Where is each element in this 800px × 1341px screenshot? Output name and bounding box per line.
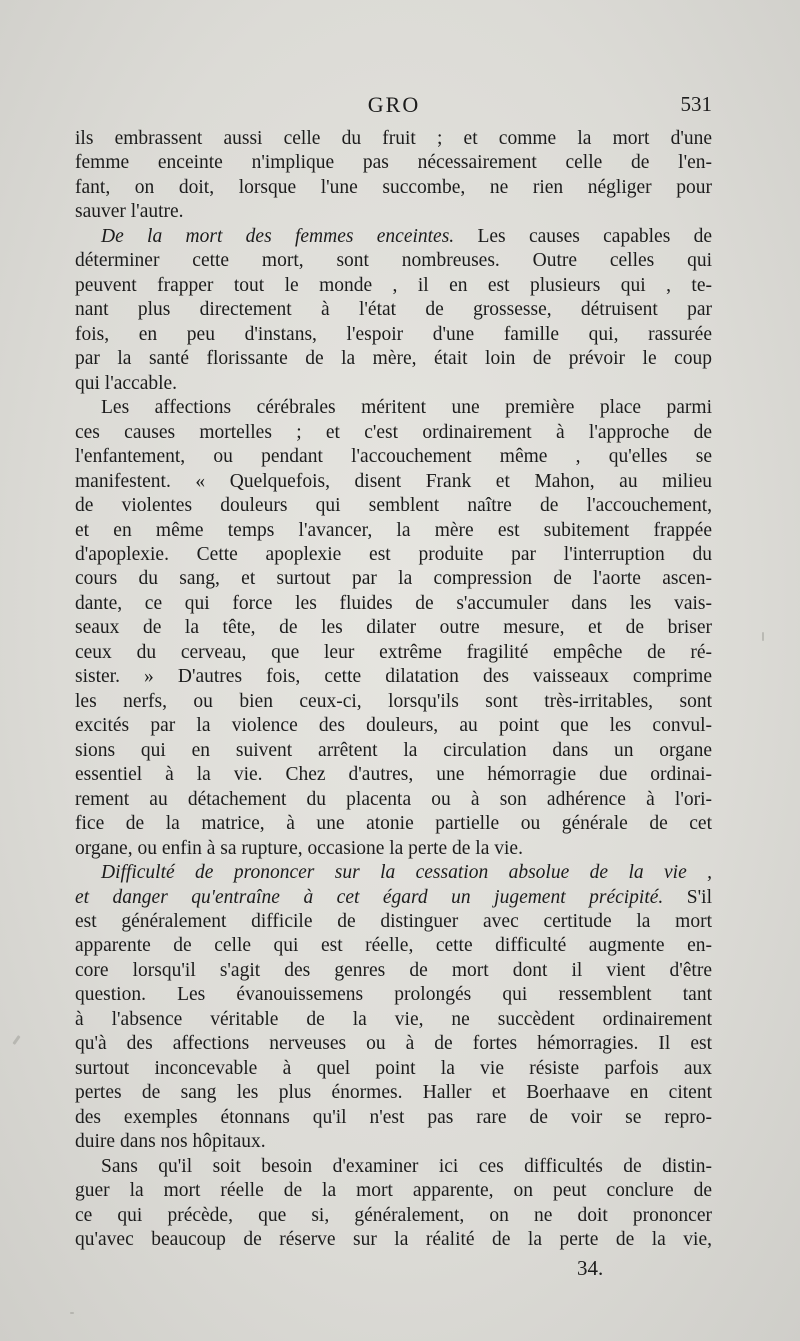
text-line bbox=[75, 616, 712, 640]
text-line bbox=[75, 690, 712, 714]
line-text: excités par la violence des douleurs, au point que les convul- bbox=[75, 715, 712, 737]
line-text: qui l'accable. bbox=[75, 372, 178, 394]
line-text: à l'absence véritable de la vie, ne succèdent ordinairement bbox=[75, 1008, 712, 1030]
running-title: GRO bbox=[367, 92, 421, 117]
line-text: et en même temps l'avancer, la mère est subitement frappée bbox=[75, 519, 712, 541]
text-line bbox=[75, 494, 712, 518]
line-text: des exemples étonnans qu'il n'est pas rare de voir se repro- bbox=[75, 1106, 712, 1128]
line-text: rement au détachement du placenta ou à son adhérence à l'ori- bbox=[75, 788, 712, 810]
italic-heading: De la mort des femmes enceintes. bbox=[101, 225, 455, 247]
line-text: qu'avec beaucoup de réserve sur la réalité de la perte de la vie, bbox=[75, 1229, 712, 1251]
page-header bbox=[76, 92, 712, 122]
line-text: surtout inconcevable à quel point la vie résiste parfois aux bbox=[75, 1057, 712, 1079]
text-line bbox=[75, 225, 712, 249]
text-line bbox=[75, 445, 712, 469]
line-text: fice de la matrice, à une atonie partielle ou générale de cet bbox=[75, 813, 712, 835]
text-line bbox=[75, 567, 712, 591]
line-text: seaux de la tête, de les dilater outre mesure, et de briser bbox=[75, 617, 712, 639]
line-text: manifestent. « Quelquefois, disent Frank et Mahon, au milieu bbox=[75, 470, 712, 492]
line-text: sister. » D'autres fois, cette dilatation des vaisseaux comprime bbox=[75, 666, 712, 688]
line-text: cours du sang, et surtout par la compression de l'aorte ascen- bbox=[75, 568, 712, 590]
text-line bbox=[75, 641, 712, 665]
line-text: d'apoplexie. Cette apoplexie est produite par l'interruption du bbox=[75, 543, 712, 565]
text-line bbox=[75, 1155, 712, 1179]
text-line bbox=[75, 249, 712, 273]
line-text: sions qui en suivent arrêtent la circulation dans un organe bbox=[75, 739, 712, 761]
line-text: nant plus directement à l'état de grossesse, détruisent par bbox=[75, 299, 712, 321]
text-line bbox=[75, 1032, 712, 1056]
line-text: par la santé florissante de la mère, était loin de prévoir le coup bbox=[75, 348, 712, 370]
text-line bbox=[75, 421, 712, 445]
line-text: duire dans nos hôpitaux. bbox=[75, 1131, 266, 1153]
text-line bbox=[75, 372, 712, 396]
text-line bbox=[75, 127, 712, 151]
text-line bbox=[75, 274, 712, 298]
paper-speck bbox=[762, 632, 764, 641]
text-line bbox=[75, 1106, 712, 1130]
line-text: guer la mort réelle de la mort apparente, on peut conclure de bbox=[75, 1180, 712, 1202]
text-line bbox=[75, 151, 712, 175]
line-text: organe, ou enfin à sa rupture, occasione la perte de la vie. bbox=[75, 837, 523, 859]
line-text: ces causes mortelles ; et c'est ordinairement à l'approche de bbox=[75, 421, 712, 443]
signature-mark: 34. bbox=[577, 1256, 604, 1280]
line-text: essentiel à la vie. Chez d'autres, une hémorragie due ordinai- bbox=[75, 764, 712, 786]
line-text: Les causes capables de bbox=[454, 225, 712, 247]
italic-heading: et danger qu'entraîne à cet égard un jugement précipité. bbox=[75, 886, 664, 908]
text-line bbox=[75, 861, 712, 885]
line-text: ceux du cerveau, que leur extrême fragilité empêche de ré- bbox=[75, 641, 712, 663]
text-line bbox=[75, 788, 712, 812]
text-line bbox=[75, 739, 712, 763]
text-line bbox=[75, 1057, 712, 1081]
line-text: fant, on doit, lorsque l'une succombe, ne rien négliger pour bbox=[75, 176, 712, 198]
paper-speck bbox=[12, 1035, 20, 1045]
line-text: fois, en peu d'instans, l'espoir d'une famille qui, rassurée bbox=[75, 323, 712, 345]
line-text: question. Les évanouissemens prolongés qui ressemblent tant bbox=[75, 984, 712, 1006]
line-text: ce qui précède, que si, généralement, on ne doit prononcer bbox=[75, 1204, 712, 1226]
line-text: pertes de sang les plus énormes. Haller et Boerhaave en citent bbox=[75, 1082, 712, 1104]
text-line bbox=[75, 837, 712, 861]
text-line bbox=[75, 592, 712, 616]
line-text: apparente de celle qui est réelle, cette difficulté augmente en- bbox=[75, 935, 712, 957]
line-text: les nerfs, ou bien ceux-ci, lorsqu'ils sont très-irritables, sont bbox=[75, 690, 712, 712]
text-line bbox=[75, 983, 712, 1007]
text-line bbox=[75, 714, 712, 738]
line-text: Sans qu'il soit besoin d'examiner ici ces difficultés de distin- bbox=[101, 1155, 712, 1177]
text-line bbox=[75, 1081, 712, 1105]
text-line bbox=[75, 910, 712, 934]
line-text: déterminer cette mort, sont nombreuses. Outre celles qui bbox=[75, 250, 712, 272]
text-line bbox=[75, 470, 712, 494]
line-text: de violentes douleurs qui semblent naître de l'accouchement, bbox=[75, 495, 712, 517]
line-text: Les affections cérébrales méritent une première place parmi bbox=[101, 397, 712, 419]
line-text: dante, ce qui force les fluides de s'accumuler dans les vais- bbox=[75, 592, 712, 614]
line-text: qu'à des affections nerveuses ou à de fortes hémorragies. Il est bbox=[75, 1033, 712, 1055]
text-line bbox=[75, 1228, 712, 1252]
text-line bbox=[75, 959, 712, 983]
text-line bbox=[75, 176, 712, 200]
text-line bbox=[75, 665, 712, 689]
text-line bbox=[75, 200, 712, 224]
line-text: peuvent frapper tout le monde , il en est plusieurs qui , te- bbox=[75, 274, 712, 296]
line-text: core lorsqu'il s'agit des genres de mort dont il vient d'être bbox=[75, 959, 712, 981]
text-line bbox=[75, 519, 712, 543]
text-line bbox=[75, 543, 712, 567]
paper-speck bbox=[70, 1312, 74, 1314]
text-line bbox=[75, 1130, 712, 1154]
text-line bbox=[75, 1008, 712, 1032]
body-text bbox=[75, 127, 712, 1253]
text-line bbox=[75, 396, 712, 420]
text-line bbox=[75, 1179, 712, 1203]
text-line bbox=[75, 323, 712, 347]
text-line bbox=[75, 1204, 712, 1228]
line-text: sauver l'autre. bbox=[75, 201, 184, 223]
line-text: S'il bbox=[663, 886, 712, 908]
text-line bbox=[75, 934, 712, 958]
page-number: 531 bbox=[680, 92, 712, 116]
text-line bbox=[75, 886, 712, 910]
line-text: ils embrassent aussi celle du fruit ; et comme la mort d'une bbox=[75, 128, 712, 149]
line-text: l'enfantement, ou pendant l'accouchement même , qu'elles se bbox=[75, 446, 712, 468]
text-line bbox=[75, 298, 712, 322]
italic-heading: Difficulté de prononcer sur la cessation absolue de la vie , bbox=[101, 862, 712, 884]
text-line bbox=[75, 763, 712, 787]
line-text: est généralement difficile de distinguer avec certitude la mort bbox=[75, 911, 712, 932]
line-text: femme enceinte n'implique pas nécessairement celle de l'en- bbox=[75, 152, 712, 174]
text-line bbox=[75, 812, 712, 836]
text-line bbox=[75, 347, 712, 371]
